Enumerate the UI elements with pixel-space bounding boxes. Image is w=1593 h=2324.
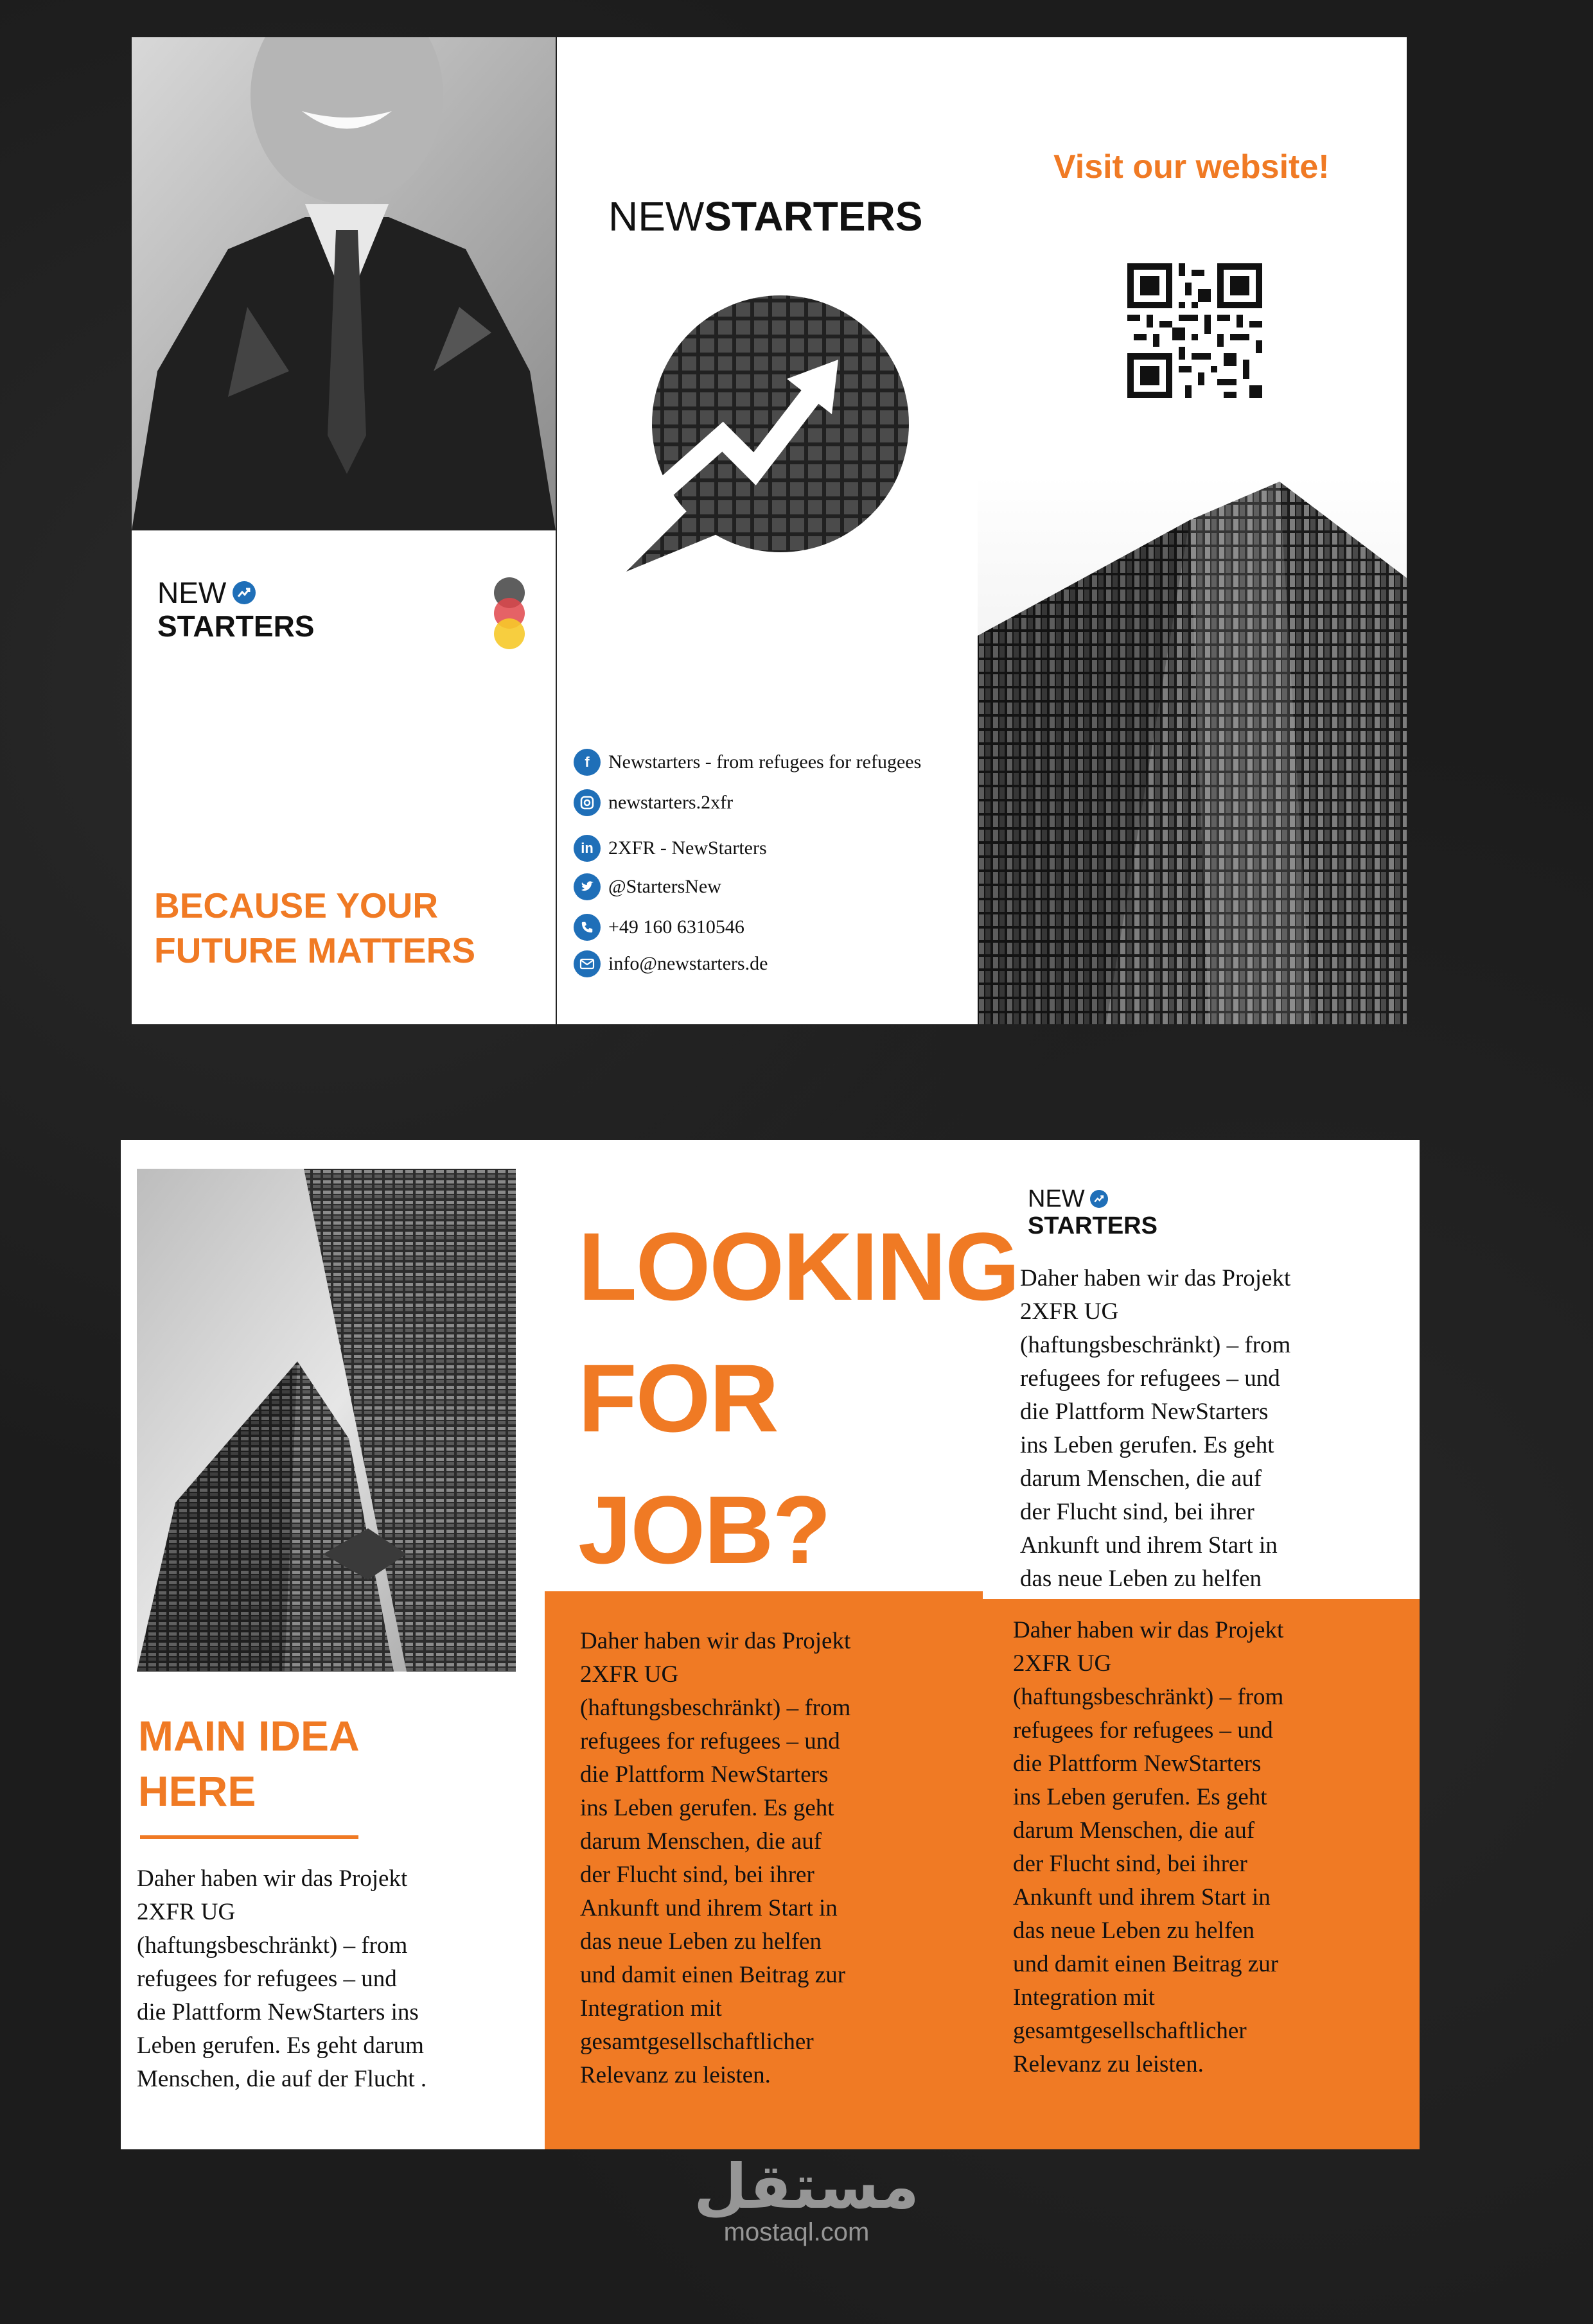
- facebook-icon: f: [574, 749, 601, 776]
- main-idea-line-1: MAIN IDEA: [138, 1712, 360, 1760]
- logo-starters-text: STARTERS: [157, 609, 315, 643]
- headline-looking-for-job: [578, 1201, 1019, 1596]
- flag-dots-icon: [491, 575, 527, 652]
- watermark-arabic: مستقل: [694, 2151, 920, 2223]
- main-idea-text: Daher haben wir das Projekt 2XFR UG (haftungsbeschränkt) – from refugees for refugees – und die Plattform NewStarters ins Leben gerufen. Es geht darum Menschen, die auf der Flucht .: [137, 1865, 427, 2092]
- contact-instagram-text: newstarters.2xfr: [608, 792, 734, 813]
- contact-mail[interactable]: [574, 950, 768, 977]
- trend-badge-icon: [233, 581, 256, 604]
- logo-new-text: NEW: [157, 576, 227, 609]
- contact-twitter[interactable]: [574, 873, 721, 900]
- main-idea-line-2: HERE: [138, 1767, 256, 1815]
- logo-small-inside: [1028, 1187, 1157, 1238]
- instagram-icon: [574, 789, 601, 816]
- linkedin-icon: in: [574, 835, 601, 862]
- contact-facebook-text: Newstarters - from refugees for refugees: [608, 751, 922, 773]
- phone-icon: [574, 914, 601, 941]
- orange-right-text: Daher haben wir das Projekt 2XFR UG (haftungsbeschränkt) – from refugees for refugees – und die Plattform NewStarters ins Leben gerufen. Es geht darum Menschen, die auf der Flucht sind, bei ihrer Ankunft und ihrem Start in das neue Leben zu helfen und damit einen Beitrag zur Integration mit gesamtgesellschaftlicher Relevanz zu leisten.: [1013, 1617, 1284, 2077]
- tagline-line-1: BECAUSE YOUR: [154, 886, 439, 925]
- mostaql-watermark: [694, 2151, 920, 2247]
- trend-badge-inside-icon: [1090, 1190, 1108, 1208]
- headline-line-1: LOOKING: [578, 1212, 1019, 1320]
- visit-website-label: Visit our website!: [1053, 148, 1330, 186]
- logo-inside-new-text: NEW: [1028, 1185, 1085, 1212]
- twitter-icon: [574, 873, 601, 900]
- speech-bubble-logo: [626, 283, 915, 572]
- contact-mail-text: info@newstarters.de: [608, 953, 768, 974]
- tagline-line-2: FUTURE MATTERS: [154, 930, 476, 970]
- contact-phone-text: +49 160 6310546: [608, 916, 744, 938]
- contact-linkedin[interactable]: [574, 835, 767, 862]
- brand-title: [608, 193, 922, 240]
- buildings-photo-inside: [137, 1169, 516, 1672]
- watermark-latin: mostaql.com: [723, 2218, 870, 2246]
- right-top-text: Daher haben wir das Projekt 2XFR UG (haftungsbeschränkt) – from refugees for refugees – und die Plattform NewStarters ins Leben gerufen. Es geht darum Menschen, die auf der Flucht sind, bei ihrer Ankunft und ihrem Start in das neue Leben zu helfen: [1020, 1265, 1291, 1592]
- brand-title-starters: STARTERS: [704, 193, 923, 240]
- headline-line-2: FOR: [578, 1344, 778, 1452]
- brand-title-new: NEW: [608, 193, 705, 240]
- qr-code-icon[interactable]: [1127, 263, 1262, 398]
- contact-instagram[interactable]: [574, 789, 733, 816]
- contact-linkedin-text: 2XFR - NewStarters: [608, 837, 767, 859]
- main-idea-heading: [138, 1708, 360, 1819]
- main-idea-underline: [140, 1835, 358, 1839]
- tagline: [154, 883, 475, 973]
- contact-twitter-text: @StartersNew: [608, 876, 721, 897]
- logo-small-outside: [157, 578, 315, 641]
- logo-inside-starters-text: STARTERS: [1028, 1212, 1157, 1239]
- contact-facebook[interactable]: [574, 749, 921, 776]
- skyscraper-photo-right: [978, 475, 1407, 1024]
- mail-icon: [574, 950, 601, 977]
- contact-phone[interactable]: [574, 914, 744, 941]
- businessman-photo: [132, 37, 556, 530]
- orange-left-text: Daher haben wir das Projekt 2XFR UG (haftungsbeschränkt) – from refugees for refugees – und die Plattform NewStarters ins Leben gerufen. Es geht darum Menschen, die auf der Flucht sind, bei ihrer Ankunft und ihrem Start in das neue Leben zu helfen und damit einen Beitrag zur Integration mit gesamtgesellschaftlicher Relevanz zu leisten.: [580, 1628, 851, 2088]
- headline-line-3: JOB?: [578, 1476, 831, 1584]
